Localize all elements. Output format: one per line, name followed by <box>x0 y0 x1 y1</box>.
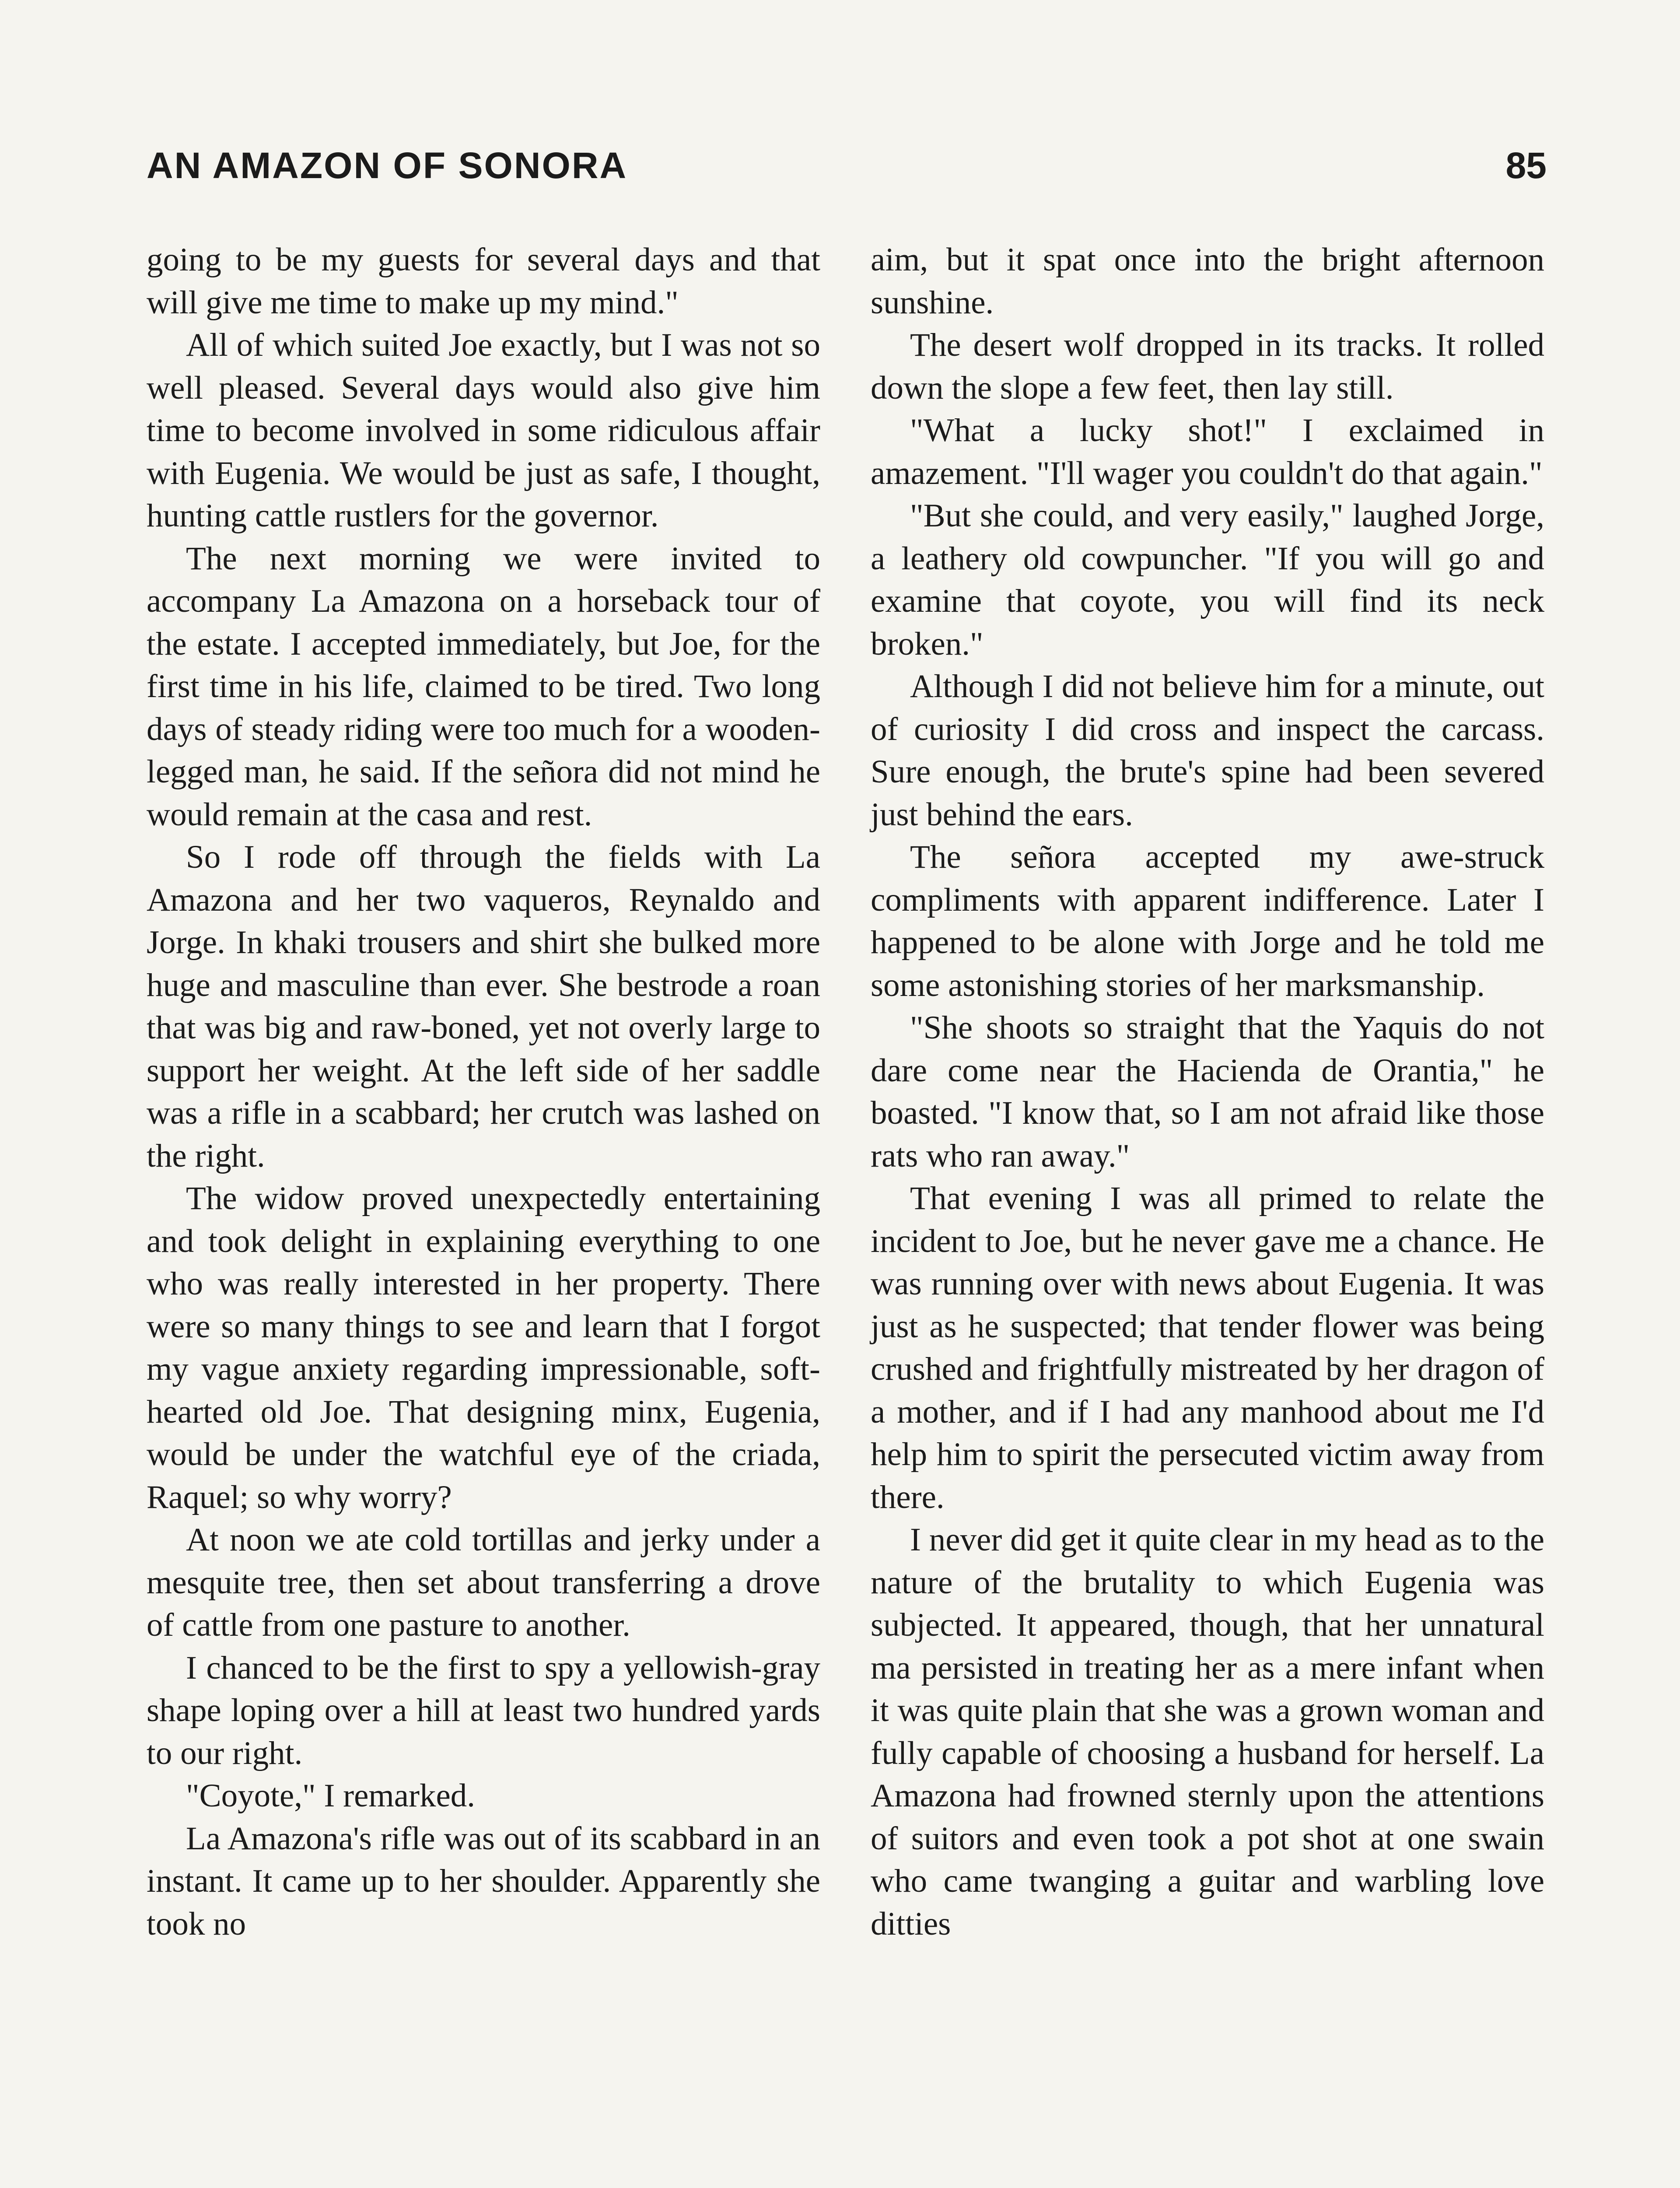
paragraph: I chanced to be the first to spy a yellowish-gray shape loping over a hill at least two hundred yards to our right. <box>147 1649 820 1771</box>
running-title: AN AMAZON OF SONORA <box>147 145 628 186</box>
paragraph: "Coyote," I remarked. <box>186 1778 476 1814</box>
paragraph: That evening I was all primed to relate the incident to Joe, but he never gave me a chance. He was running over with news about Eugenia. It was just as he suspected; that tender flower was being crushed and frightfully mistreated by her dragon of a mother, and if I had any manhood about me I'd help him to spirit the persecuted victim away from there. <box>871 1180 1544 1515</box>
right-column <box>871 238 1544 1945</box>
page-header <box>147 144 1547 201</box>
paragraph: At noon we ate cold tortillas and jerky under a mesquite tree, then set about transferring a drove of cattle from one pasture to another. <box>147 1522 820 1643</box>
page-number: 85 <box>1505 145 1547 186</box>
paragraph: The desert wolf dropped in its tracks. It rolled down the slope a few feet, then lay still. <box>871 327 1544 406</box>
paragraph: aim, but it spat once into the bright afternoon sunshine. <box>871 242 1544 321</box>
paragraph: "But she could, and very easily," laughed Jorge, a leathery old cowpuncher. "If you will go and examine that coyote, you will find its neck broken." <box>871 498 1544 662</box>
left-column <box>147 238 820 1945</box>
paragraph: So I rode off through the fields with La Amazona and her two vaqueros, Reynaldo and Jorge. In khaki trousers and shirt she bulked more huge and masculine than ever. She bestrode a roan that was big and raw-boned, yet not overly large to support her weight. At the left side of her saddle was a rifle in a scabbard; her crutch was lashed on the right. <box>147 839 820 1174</box>
paragraph: I never did get it quite clear in my head as to the nature of the brutality to which Eugenia was subjected. It appeared, though, that her unnatural ma persisted in treating her as a mere infant when it was quite plain that she was a grown woman and fully capable of choosing a husband for herself. La Amazona had frowned sternly upon the attentions of suitors and even took a pot shot at one swain who came twanging a guitar and warbling love ditties <box>871 1522 1544 1942</box>
paragraph: The widow proved unexpectedly entertaining and took delight in explaining everything to one who was really interested in her property. There were so many things to see and learn that I forgot my vague anxiety regarding impressionable, soft-hearted old Joe. That designing minx, Eugenia, would be under the watchful eye of the criada, Raquel; so why worry? <box>147 1180 820 1515</box>
paragraph: The next morning we were invited to accompany La Amazona on a horseback tour of the estate. I accepted immediately, but Joe, for the first time in his life, claimed to be tired. Two long days of steady riding were too much for a wooden-legged man, he said. If the señora did not mind he would remain at the casa and rest. <box>147 540 820 833</box>
paragraph: All of which suited Joe exactly, but I was not so well pleased. Several days would also give him time to become involved in some ridiculous affair with Eugenia. We would be just as safe, I thought, hunting cattle rustlers for the governor. <box>147 327 820 534</box>
paragraph: Although I did not believe him for a minute, out of curiosity I did cross and inspect the carcass. Sure enough, the brute's spine had been severed just behind the ears. <box>871 668 1544 833</box>
paragraph: going to be my guests for several days and that will give me time to make up my mind." <box>147 242 820 321</box>
paragraph: La Amazona's rifle was out of its scabbard in an instant. It came up to her shoulder. Apparently she took no <box>147 1820 820 1942</box>
paragraph: "She shoots so straight that the Yaquis do not dare come near the Hacienda de Orantia," he boasted. "I know that, so I am not afraid like those rats who ran away." <box>871 1010 1544 1174</box>
paragraph: "What a lucky shot!" I exclaimed in amazement. "I'll wager you couldn't do that again." <box>871 412 1544 491</box>
paragraph: The señora accepted my awe-struck compliments with apparent indifference. Later I happened to be alone with Jorge and he told me some astonishing stories of her marksmanship. <box>871 839 1544 1003</box>
